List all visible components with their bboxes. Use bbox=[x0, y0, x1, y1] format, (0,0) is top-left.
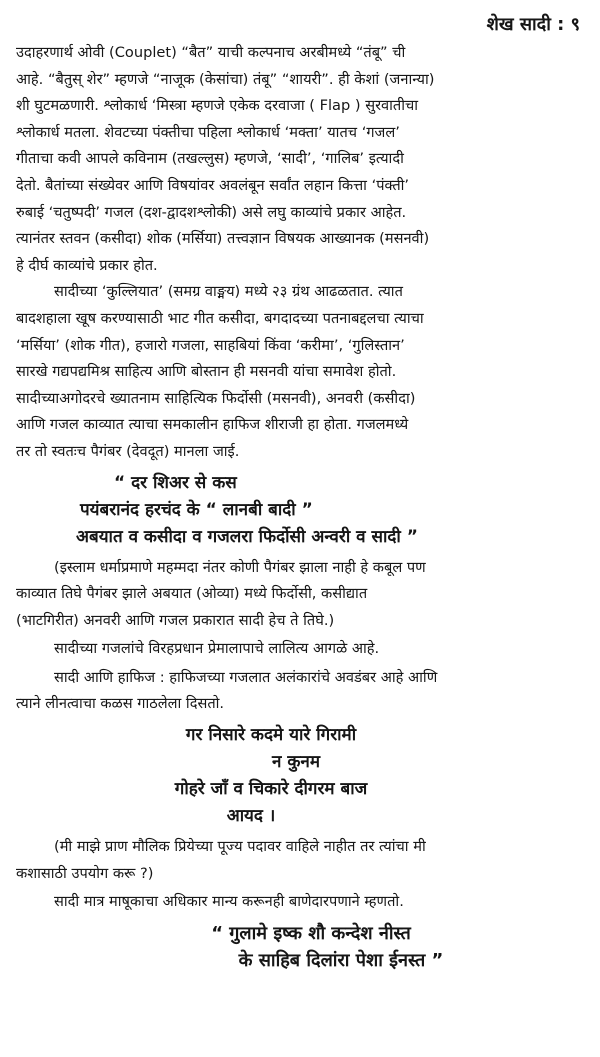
text-line: गीताचा कवी आपले कविनाम (तखल्लुस) म्हणजे, ‘सादी’, ‘गालिब’ इत्यादी bbox=[16, 150, 404, 168]
paragraph-sadi-says bbox=[16, 889, 586, 916]
verse-quote-sadi bbox=[16, 920, 586, 974]
text-line: आणि गजल काव्यात त्याचा समकालीन हाफिज शीराजी हा होता. गजलमध्ये bbox=[16, 416, 409, 434]
text-line: उदाहरणार्थ ओवी (Couplet) “बैत” याची कल्पनाच अरबीमध्ये “तंबू” ची bbox=[16, 44, 406, 61]
running-head: शेख सादी : ९ bbox=[486, 14, 580, 35]
main-text bbox=[16, 40, 586, 974]
text-line: (इस्लाम धर्माप्रमाणे महम्मदा नंतर कोणी पैगंबर झाला नाही हे कबूल पण bbox=[54, 558, 426, 576]
text-line: हे दीर्घ काव्यांचे प्रकार होत. bbox=[16, 256, 158, 274]
text-line: सारखे गद्यपद्यमिश्र साहित्य आणि बोस्तान ही मसनवी यांचा समावेश होतो. bbox=[16, 363, 397, 381]
verse-quote-prophets bbox=[16, 470, 586, 551]
text-line: तर तो स्वतःच पैगंबर (देवदूत) मानला जाई. bbox=[16, 442, 240, 460]
text-line: (मी माझे प्राण मौलिक प्रियेच्या पूज्य पदावर वाहिले नाहीत तर त्यांचा मी bbox=[54, 838, 426, 856]
verse-line: गोहरे जाँ व चिकारे दीगरम बाज bbox=[174, 779, 368, 800]
verse-line: “ गुलामे इष्क शौ कन्देश नीस्त bbox=[211, 922, 411, 944]
text-line: सादीच्याअगोदरचे ख्यातनाम साहित्यिक फिर्दोसी (मसनवी), अनवरी (कसीदा) bbox=[16, 389, 416, 407]
paragraph-sadi-hafiz bbox=[16, 665, 586, 718]
verse-line: आयद । bbox=[226, 806, 276, 827]
text-line: सादीच्या ‘कुल्लियात’ (समग्र वाङ्मय) मध्ये २३ ग्रंथ आढळतात. त्यात bbox=[54, 283, 403, 301]
paragraph-kulliyat bbox=[16, 279, 586, 465]
text-line: कशासाठी उपयोग करू ?) bbox=[16, 864, 154, 882]
text-line: रुबाई ‘चतुष्पदी’ गजल (दश-द्वादशश्लोकी) असे लघु काव्यांचे प्रकार आहेत. bbox=[16, 203, 407, 221]
text-line: सादी आणि हाफिज : हाफिजच्या गजलात अलंकारांचे अवडंबर आहे आणि bbox=[54, 668, 438, 686]
text-line: श्लोकार्ध मतला. शेवटच्या पंक्तीचा पहिला श्लोकार्ध ‘मक्ता’ यातच ‘गजल’ bbox=[16, 123, 400, 141]
text-line: काव्यात तिघे पैगंबर झाले अबयात (ओव्या) मध्ये फिर्दोसी, कसीद्यात bbox=[16, 585, 368, 603]
text-line: (भाटगिरीत) अनवरी आणि गजल प्रकारात सादी हेच ते तिघे.) bbox=[16, 611, 335, 629]
verse-line: “ दर शिअर से कस bbox=[114, 472, 237, 493]
paragraph-poetic-forms bbox=[16, 40, 586, 279]
verse-line: के साहिब दिलांरा पेशा ईनस्त ” bbox=[238, 949, 444, 971]
verse-line: गर निसारे कदमे यारे गिरामी bbox=[185, 725, 357, 746]
text-line: बादशहाला खूष करण्यासाठी भाट गीत कसीदा, बगदादच्या पतनाबद्दलचा त्याचा bbox=[16, 309, 424, 327]
text-line: सादी मात्र माषूकाचा अधिकार मान्य करूनही बाणेदारपणाने म्हणतो. bbox=[54, 893, 404, 911]
text-line: त्याने लीनत्वाचा कळस गाठलेला दिसतो. bbox=[16, 695, 225, 713]
verse-line: पयंबरानंद हरचंद के “ लानबी बादी ” bbox=[80, 499, 313, 520]
paragraph-ghazal-grace bbox=[16, 636, 586, 663]
verse-quote-hafiz bbox=[16, 722, 586, 830]
text-line: देतो. बैतांच्या संख्येवर आणि विषयांवर अवलंबून सर्वांत लहान कित्ता ‘पंक्ती’ bbox=[16, 176, 410, 194]
verse-line: न कुनम bbox=[271, 752, 320, 773]
text-line: आहे. “बैतुस् शेर” म्हणजे “नाजूक (केसांचा) तंबू” “शायरी”. ही केशां (जनान्या) bbox=[16, 70, 435, 88]
text-line: शी घुटमळणारी. श्लोकार्ध ‘मिस्त्रा म्हणजे एकेक दरवाजा ( Flap ) सुरवातीचा bbox=[16, 97, 419, 115]
verse-line: अबयात व कसीदा व गजलरा फिर्दोसी अन्वरी व सादी ” bbox=[76, 526, 418, 547]
text-line: ‘मर्सिया’ (शोक गीत), हजारो गजला, साहबियां किंवा ‘करीमा’, ‘गुलिस्तान’ bbox=[16, 336, 405, 354]
text-line: सादीच्या गजलांचे विरहप्रधान प्रेमालापाचे लालित्य आगळे आहे. bbox=[54, 640, 380, 658]
paragraph-translation-1 bbox=[16, 555, 586, 635]
paragraph-translation-2 bbox=[16, 834, 586, 887]
text-line: त्यानंतर स्तवन (कसीदा) शोक (मर्सिया) तत्त्वज्ञान विषयक आख्यानक (मसनवी) bbox=[16, 230, 430, 248]
